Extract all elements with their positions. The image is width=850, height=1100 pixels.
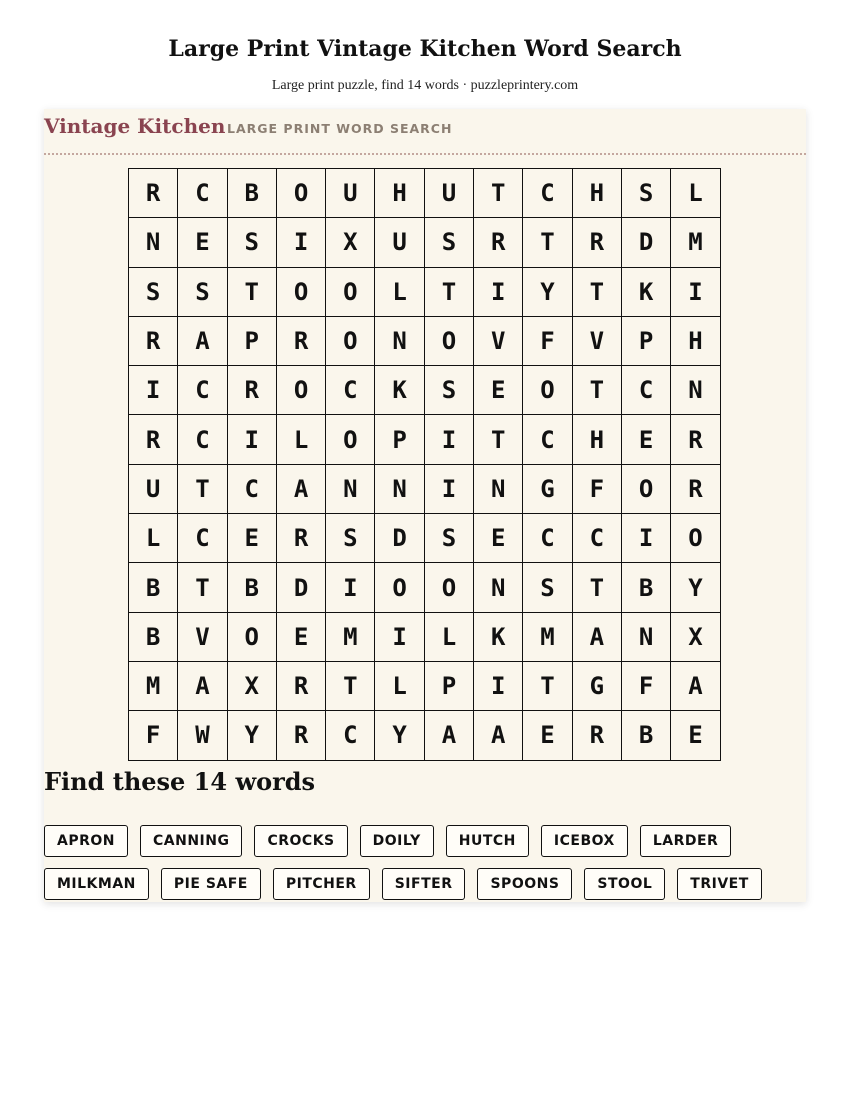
word-chip: TRIVET [677,868,762,900]
grid-cell[interactable]: X [227,661,276,710]
grid-cell[interactable]: A [276,464,325,513]
grid-cell[interactable]: M [523,612,572,661]
grid-cell[interactable]: O [276,366,325,415]
grid-cell[interactable]: S [424,366,473,415]
grid-cell[interactable]: M [326,612,375,661]
grid-row [129,711,721,760]
grid-cell[interactable]: O [523,366,572,415]
grid-cell[interactable]: T [572,366,621,415]
grid-cell[interactable]: P [227,316,276,365]
grid-cell[interactable]: E [178,218,227,267]
grid-row [129,563,721,612]
grid-cell[interactable]: B [227,169,276,218]
grid-cell[interactable]: E [474,366,523,415]
word-chip: PIE SAFE [161,868,261,900]
grid-cell[interactable]: C [523,514,572,563]
word-chip: ICEBOX [541,825,628,857]
word-chip: CANNING [140,825,242,857]
grid-cell[interactable]: X [326,218,375,267]
grid-cell[interactable]: I [424,415,473,464]
grid-cell[interactable]: O [326,316,375,365]
grid-cell[interactable]: D [375,514,424,563]
grid-cell[interactable]: C [178,415,227,464]
grid-cell[interactable]: S [227,218,276,267]
grid-cell[interactable]: C [178,514,227,563]
grid-row [129,316,721,365]
grid-cell[interactable]: A [178,316,227,365]
grid-cell[interactable]: K [474,612,523,661]
grid-cell[interactable]: N [326,464,375,513]
grid-cell[interactable]: R [474,218,523,267]
grid-cell[interactable]: O [276,169,325,218]
grid-cell[interactable]: O [621,464,670,513]
grid-cell[interactable]: H [572,415,621,464]
grid-cell[interactable]: T [178,563,227,612]
grid-cell[interactable]: U [375,218,424,267]
grid-cell[interactable]: R [227,366,276,415]
grid-cell[interactable]: R [276,661,325,710]
word-chip: CROCKS [254,825,347,857]
grid-cell[interactable]: E [474,514,523,563]
grid-cell[interactable]: N [621,612,670,661]
grid-cell[interactable]: O [276,267,325,316]
grid-cell[interactable]: O [375,563,424,612]
word-chip: MILKMAN [44,868,149,900]
grid-cell[interactable]: N [474,464,523,513]
grid-cell[interactable]: O [326,267,375,316]
word-list-row [44,868,762,900]
grid-cell[interactable]: U [326,169,375,218]
grid-cell[interactable]: L [424,612,473,661]
grid-cell[interactable]: Y [375,711,424,760]
word-chip: LARDER [640,825,732,857]
grid-cell[interactable]: X [671,612,720,661]
grid-cell[interactable]: L [375,267,424,316]
page-title: Large Print Vintage Kitchen Word Search [168,36,682,62]
grid-cell[interactable]: I [326,563,375,612]
grid-cell[interactable]: R [276,711,325,760]
grid-cell[interactable]: L [276,415,325,464]
grid-cell[interactable]: E [671,711,720,760]
word-chip: SPOONS [477,868,572,900]
grid-cell[interactable]: B [621,563,670,612]
grid-cell[interactable]: D [621,218,670,267]
grid-row [129,218,721,267]
grid-cell[interactable]: K [375,366,424,415]
grid-cell[interactable]: F [572,464,621,513]
grid-cell[interactable]: Y [227,711,276,760]
grid-cell[interactable]: H [671,316,720,365]
grid-cell[interactable]: R [572,218,621,267]
grid-row [129,661,721,710]
grid-cell[interactable]: T [572,267,621,316]
grid-cell[interactable]: G [572,661,621,710]
grid-cell[interactable]: M [671,218,720,267]
grid-cell[interactable]: M [129,661,178,710]
grid-cell[interactable]: C [326,711,375,760]
grid-cell[interactable]: C [621,366,670,415]
grid-row [129,514,721,563]
grid-cell[interactable]: A [178,661,227,710]
grid-cell[interactable]: C [523,415,572,464]
grid-cell[interactable]: L [671,169,720,218]
grid-cell[interactable]: B [621,711,670,760]
grid-cell[interactable]: F [523,316,572,365]
grid-cell[interactable]: T [326,661,375,710]
grid-cell[interactable]: C [227,464,276,513]
grid-cell[interactable]: N [671,366,720,415]
grid-cell[interactable]: R [129,169,178,218]
grid-row [129,366,721,415]
grid-row [129,267,721,316]
grid-cell[interactable]: T [474,415,523,464]
grid-cell[interactable]: S [129,267,178,316]
brand-tagline: LARGE PRINT WORD SEARCH [227,121,453,136]
grid-cell[interactable]: O [424,563,473,612]
grid-cell[interactable]: K [621,267,670,316]
grid-cell[interactable]: U [424,169,473,218]
grid-cell[interactable]: O [227,612,276,661]
grid-cell[interactable]: V [474,316,523,365]
puzzle-card [44,109,806,902]
grid-cell[interactable]: S [621,169,670,218]
grid-cell[interactable]: I [129,366,178,415]
grid-cell[interactable]: R [129,415,178,464]
grid-cell[interactable]: V [178,612,227,661]
grid-cell[interactable]: I [276,218,325,267]
grid-cell[interactable]: W [178,711,227,760]
grid-row [129,169,721,218]
grid-cell[interactable]: R [671,464,720,513]
grid-cell[interactable]: T [572,563,621,612]
grid-cell[interactable]: I [671,267,720,316]
letter-grid [128,168,721,761]
grid-cell[interactable]: S [424,514,473,563]
grid-cell[interactable]: D [276,563,325,612]
grid-cell[interactable]: R [572,711,621,760]
grid-cell[interactable]: C [572,514,621,563]
grid-cell[interactable]: A [474,711,523,760]
grid-cell[interactable]: P [375,415,424,464]
grid-cell[interactable]: E [523,711,572,760]
grid-cell[interactable]: O [424,316,473,365]
grid-cell[interactable]: S [326,514,375,563]
grid-cell[interactable]: L [375,661,424,710]
grid-cell[interactable]: S [178,267,227,316]
grid-cell[interactable]: T [424,267,473,316]
grid-cell[interactable]: G [523,464,572,513]
word-chip: STOOL [584,868,665,900]
grid-cell[interactable]: E [276,612,325,661]
word-chip: DOILY [360,825,434,857]
grid-cell[interactable]: S [523,563,572,612]
grid-cell[interactable]: I [474,267,523,316]
grid-cell[interactable]: T [523,661,572,710]
grid-cell[interactable]: A [671,661,720,710]
grid-cell[interactable]: Y [671,563,720,612]
grid-cell[interactable]: N [129,218,178,267]
grid-cell[interactable]: I [375,612,424,661]
grid-cell[interactable]: F [621,661,670,710]
grid-cell[interactable]: T [523,218,572,267]
grid-cell[interactable]: A [572,612,621,661]
grid-cell[interactable]: A [424,711,473,760]
grid-cell[interactable]: C [178,169,227,218]
grid-cell[interactable]: N [474,563,523,612]
grid-cell[interactable]: N [375,316,424,365]
grid-row [129,612,721,661]
grid-cell[interactable]: I [227,415,276,464]
grid-cell[interactable]: L [129,514,178,563]
grid-cell[interactable]: H [572,169,621,218]
grid-cell[interactable]: C [178,366,227,415]
word-list-heading: Find these 14 words [44,767,316,796]
word-list-row [44,825,731,857]
grid-cell[interactable]: C [326,366,375,415]
grid-cell[interactable]: S [424,218,473,267]
grid-cell[interactable]: U [129,464,178,513]
grid-cell[interactable]: P [621,316,670,365]
grid-cell[interactable]: B [227,563,276,612]
grid-cell[interactable]: Y [523,267,572,316]
grid-cell[interactable]: I [424,464,473,513]
grid-cell[interactable]: R [671,415,720,464]
grid-cell[interactable]: I [621,514,670,563]
grid-cell[interactable]: O [326,415,375,464]
grid-cell[interactable]: R [129,316,178,365]
grid-cell[interactable]: B [129,563,178,612]
card-header [44,109,806,155]
grid-cell[interactable]: V [572,316,621,365]
grid-cell[interactable]: B [129,612,178,661]
grid-cell[interactable]: T [178,464,227,513]
grid-cell[interactable]: P [424,661,473,710]
grid-cell[interactable]: I [474,661,523,710]
grid-cell[interactable]: T [474,169,523,218]
grid-cell[interactable]: N [375,464,424,513]
page-subtitle: Large print puzzle, find 14 words · puzzleprintery.com [271,78,579,93]
brand-title: Vintage Kitchen [44,114,226,138]
grid-cell[interactable]: R [276,316,325,365]
word-chip: APRON [44,825,128,857]
grid-row [129,415,721,464]
word-chip: HUTCH [446,825,529,857]
grid-cell[interactable]: E [227,514,276,563]
grid-cell[interactable]: O [671,514,720,563]
grid-cell[interactable]: F [129,711,178,760]
grid-row [129,464,721,513]
word-chip: PITCHER [273,868,370,900]
grid-cell[interactable]: C [523,169,572,218]
grid-cell[interactable]: E [621,415,670,464]
grid-cell[interactable]: T [227,267,276,316]
word-chip: SIFTER [382,868,466,900]
grid-cell[interactable]: H [375,169,424,218]
grid-cell[interactable]: R [276,514,325,563]
